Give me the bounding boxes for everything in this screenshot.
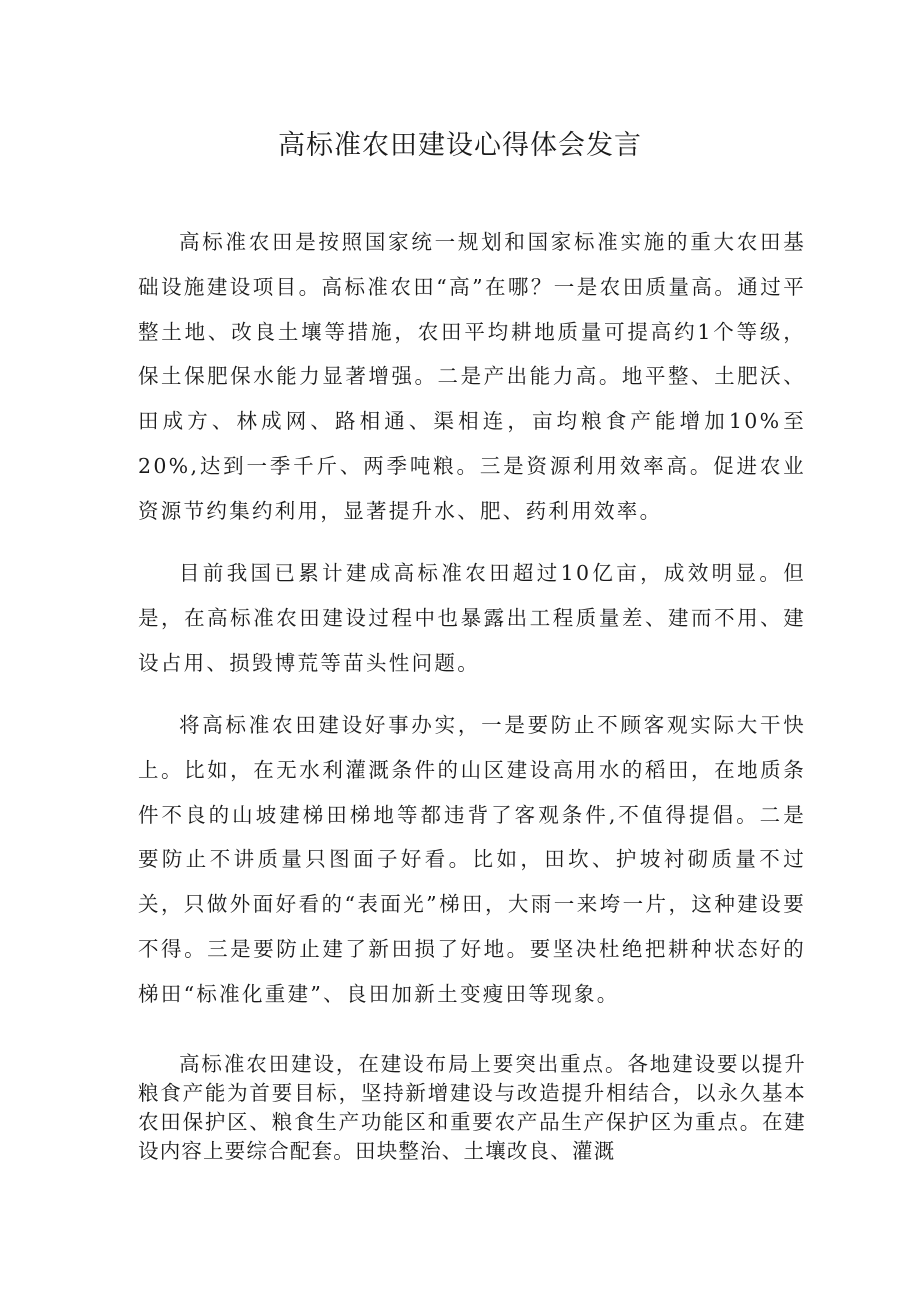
paragraph-current-status: 目前我国已累计建成高标准农田超过10亿亩，成效明显。但是，在高标准农田建设过程中也暴露出工程质量差、建而不用、建设占用、损毁博荒等苗头性问题。 bbox=[138, 561, 806, 675]
paragraph-field-quality: 高标准农田是按照国家统一规划和国家标准实施的重大农田基础设施建设项目。高标准农田“高”在哪？一是农田质量高。通过平整土地、改良土壤等措施，农田平均耕地质量可提高约1个等级，保土保肥保水能力显著增强。二是产出能力高。地平整、土肥沃、田成方、林成网、路相通、渠相连，亩均粮食产能增加10%至20%,达到一季千斤、两季吨粮。三是资源利用效率高。促进农业资源节约集约利用，显著提升水、肥、药利用效率。 bbox=[138, 230, 806, 523]
paragraph-construction-layout: 高标准农田建设，在建设布局上要突出重点。各地建设要以提升粮食产能为首要目标，坚持新增建设与改造提升相结合，以永久基本农田保护区、粮食生产功能区和重要农产品生产保护区为重点。在建设内容上要综合配套。田块整治、土壤改良、灌溉 bbox=[138, 1052, 806, 1163]
document-title: 高标准农田建设心得体会发言 bbox=[278, 130, 642, 161]
paragraph-implementation: 将高标准农田建设好事办实，一是要防止不顾客观实际大干快上。比如，在无水利灌溉条件的山区建设高用水的稻田，在地质条件不良的山坡建梯田梯地等都违背了客观条件,不值得提倡。二是要防止不讲质量只图面子好看。比如，田坎、护坡衬砌质量不过关，只做外面好看的“表面光”梯田，大雨一来垮一片，这种建设要不得。三是要防止建了新田损了好地。要坚决杜绝把耕种状态好的梯田“标准化重建”、良田加新土变瘦田等现象。 bbox=[138, 713, 806, 1006]
